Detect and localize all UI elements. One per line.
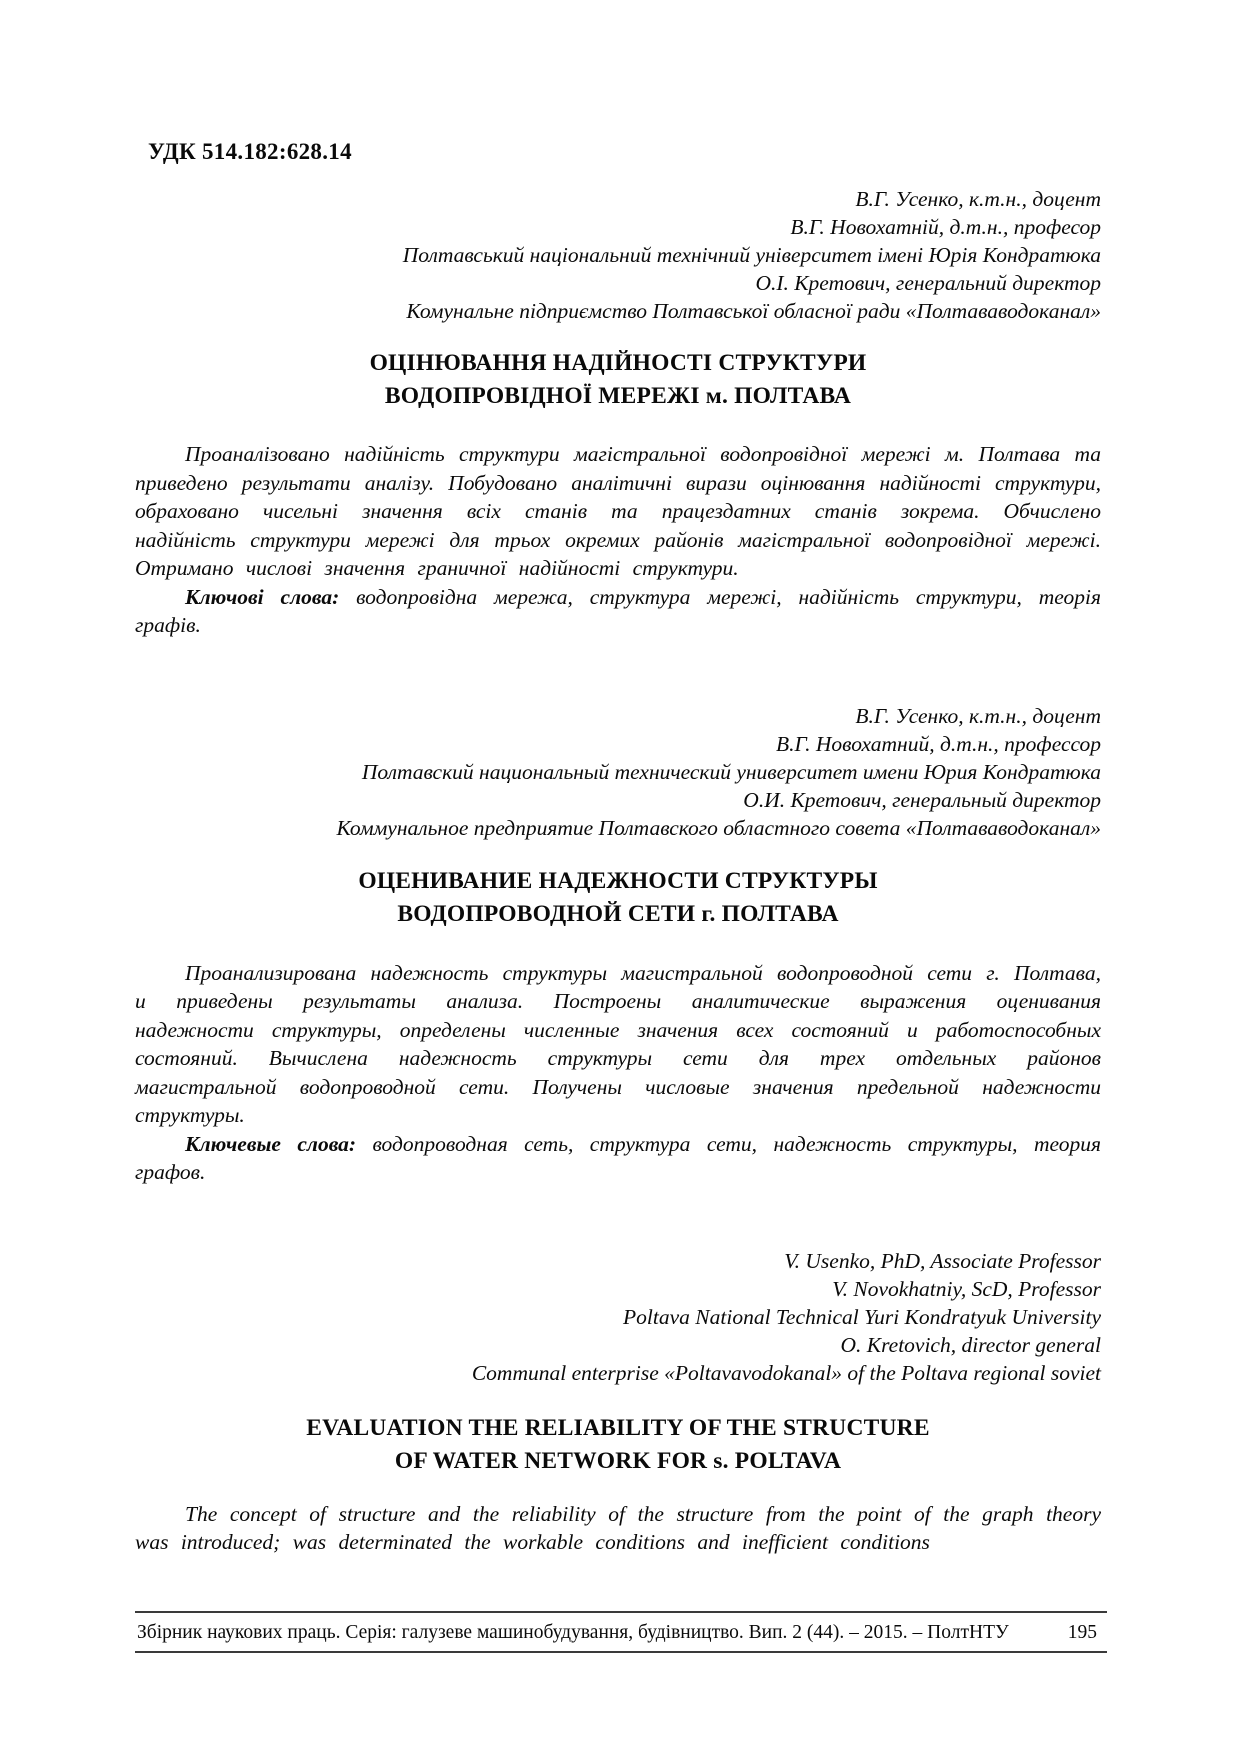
affiliation-line: Коммунальное предприятие Полтавского областного совета «Полтававодоканал» bbox=[336, 815, 1101, 840]
footer-page-number: 195 bbox=[1067, 1622, 1097, 1643]
article-title-russian bbox=[135, 865, 1101, 931]
title-line: ОЦЕНИВАНИЕ НАДЕЖНОСТИ СТРУКТУРЫ bbox=[358, 867, 878, 894]
affiliation-line: Комунальне підприємство Полтавської обласної ради «Полтававодоканал» bbox=[406, 299, 1101, 323]
title-line: ВОДОПРОВОДНОЙ СЕТИ г. ПОЛТАВА bbox=[397, 900, 839, 927]
author-line: O. Kretovich, director general bbox=[840, 1332, 1101, 1357]
keywords-ukrainian bbox=[135, 583, 1101, 640]
footer-journal-info: Збірник наукових праць. Серія: галузеве машинобудування, будівництво. Вип. 2 (44). – 2015. – ПолтНТУ bbox=[137, 1622, 1009, 1643]
title-line: EVALUATION THE RELIABILITY OF THE STRUCTURE bbox=[306, 1414, 930, 1441]
author-line: О.І. Кретович, генеральний директор bbox=[755, 271, 1101, 295]
keywords-label: Ключові слова: bbox=[185, 584, 340, 609]
title-line: OF WATER NETWORK FOR s. POLTAVA bbox=[394, 1447, 842, 1474]
page-footer bbox=[135, 1611, 1107, 1653]
affiliation-line: Communal enterprise «Poltavavodokanal» of the Poltava regional soviet bbox=[471, 1360, 1101, 1385]
keywords-text: водопровідна мережа, структура мережі, надійність структури, теорія графів. bbox=[135, 584, 1102, 637]
keywords-russian bbox=[135, 1130, 1101, 1187]
title-line: ОЦІНЮВАННЯ НАДІЙНОСТІ СТРУКТУРИ bbox=[369, 350, 867, 376]
author-line: В.Г. Новохатній, д.т.н., професор bbox=[790, 215, 1101, 239]
author-line: V. Usenko, PhD, Associate Professor bbox=[784, 1248, 1101, 1273]
udc-code: УДК 514.182:628.14 bbox=[148, 139, 352, 164]
affiliation-line: Poltava National Technical Yuri Kondratyuk University bbox=[623, 1304, 1101, 1329]
keywords-text: водопроводная сеть, структура сети, надежность структуры, теория графов. bbox=[135, 1131, 1101, 1184]
authors-block-russian bbox=[135, 702, 1101, 842]
affiliation-line: Полтавский национальный технический университет имени Юрия Кондратюка bbox=[361, 759, 1101, 784]
article-title-ukrainian bbox=[135, 347, 1101, 413]
abstract-russian: Проанализирована надежность структуры магистральной водопроводной сети г. Полтава, и приведены результаты анализа. Построены аналитические выражения оценивания надежности структуры, определены численные значения всех состояний и работоспособных состояний. Вычислена надежность структуры сети для трех отдельных районов магистральной водопроводной сети. Получены числовые значения предельной надежности структуры. bbox=[135, 960, 1101, 1127]
page-content bbox=[135, 0, 1101, 1557]
affiliation-line: Полтавський національний технічний університет імені Юрія Кондратюка bbox=[402, 243, 1101, 267]
authors-block-english bbox=[135, 1247, 1101, 1387]
author-line: О.И. Кретович, генеральный директор bbox=[743, 787, 1101, 812]
article-title-english bbox=[135, 1412, 1101, 1478]
author-line: V. Novokhatniy, ScD, Professor bbox=[832, 1276, 1101, 1301]
keywords-label: Ключевые слова: bbox=[185, 1131, 357, 1156]
abstract-english: The concept of structure and the reliability of the structure from the point of the graph theory was introduced; was determinated the workable conditions and inefficient conditions bbox=[135, 1501, 1101, 1554]
abstract-ukrainian: Проаналізовано надійність структури магістральної водопровідної мережі м. Полтава та приведено результати аналізу. Побудовано аналітичні вирази оцінювання надійності структури, обраховано чисельні значення всіх станів та працездатних станів зокрема. Обчислено надійність структури мережі для трьох окремих районів магістральної водопровідної мережі. Отримано числові значення граничної надійності структури. bbox=[135, 442, 1101, 580]
author-line: В.Г. Новохатний, д.т.н., профессор bbox=[776, 731, 1101, 756]
author-line: В.Г. Усенко, к.т.н., доцент bbox=[855, 187, 1101, 211]
author-line: В.Г. Усенко, к.т.н., доцент bbox=[855, 703, 1101, 728]
title-line: ВОДОПРОВІДНОЇ МЕРЕЖІ м. ПОЛТАВА bbox=[384, 383, 852, 409]
authors-block-ukrainian bbox=[135, 185, 1101, 325]
